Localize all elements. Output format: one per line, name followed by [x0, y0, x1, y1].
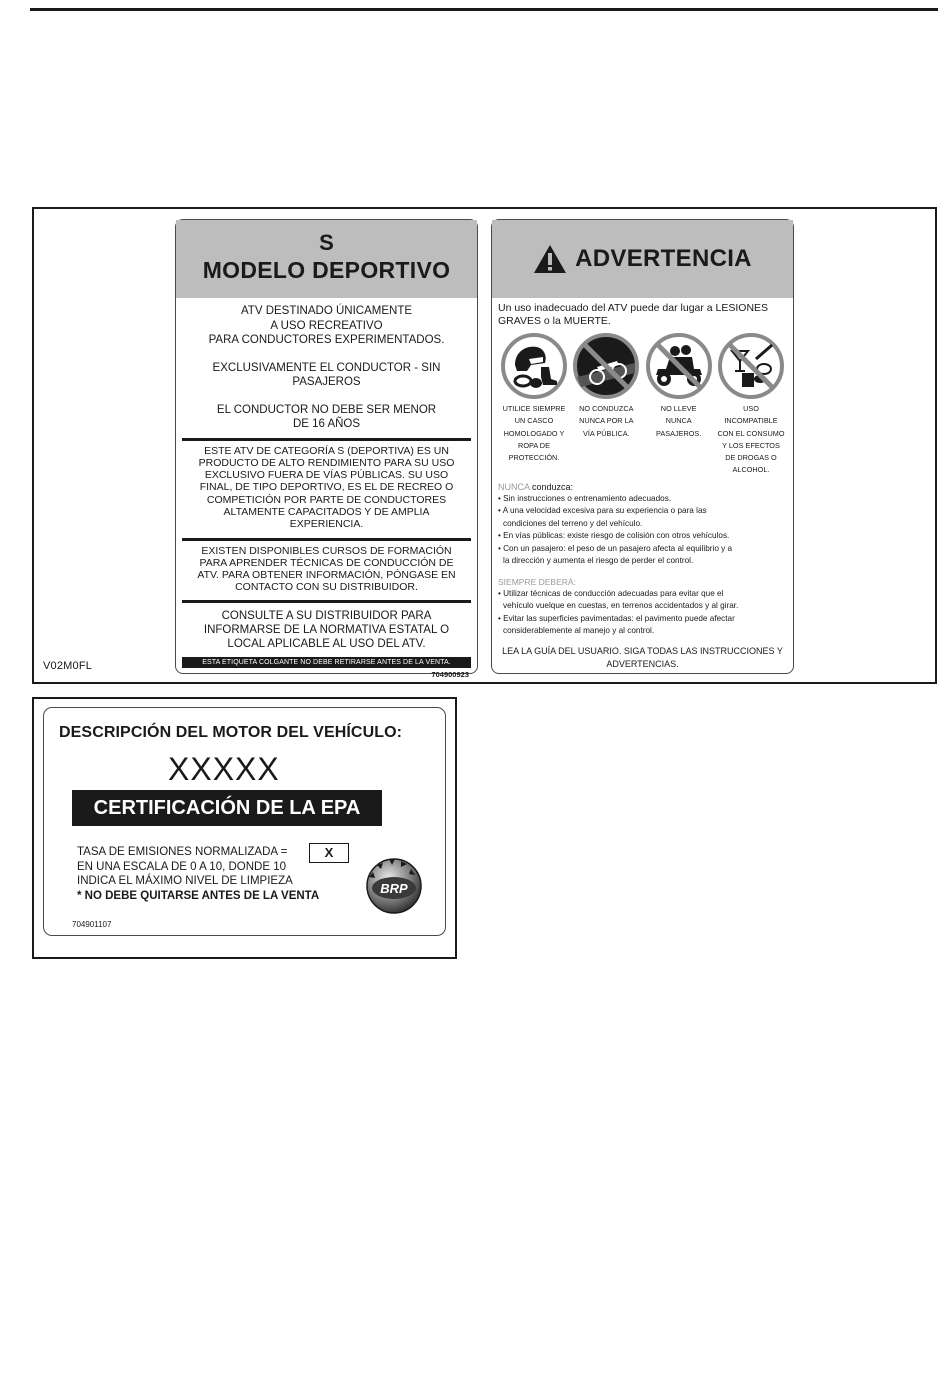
pictogram-caption: USO INCOMPATIBLE CON EL CONSUMO Y LOS EFECTOS DE DROGAS O ALCOHOL.	[717, 404, 785, 475]
always-list	[492, 588, 793, 638]
hang-tag-figure	[32, 207, 937, 684]
epa-certification-banner: CERTIFICACIÓN DE LA EPA	[72, 790, 382, 826]
never-list	[492, 493, 793, 567]
category-letter: S	[319, 230, 334, 255]
engine-description-title: DESCRIPCIÓN DEL MOTOR DEL VEHÍCULO:	[59, 724, 403, 741]
training-courses-text: EXISTEN DISPONIBLES CURSOS DE FORMACIÓN PARA APRENDER TÉCNICAS DE CONDUCCIÓN DE ATV. PARA OBTENER INFORMACIÓN, PÓNGASE EN CONTACTO CON SU DISTRIBUIDOR.	[197, 544, 456, 594]
warning-triangle-icon	[533, 244, 567, 274]
no-drugs-alcohol-icon	[718, 333, 784, 399]
list-item: • Utilizar técnicas de conducción adecuadas para evitar que el vehículo vuelque en cuestas, en terrenos accidentados y al girar.	[498, 588, 739, 611]
regulations-text: CONSULTE A SU DISTRIBUIDOR PARA INFORMARSE DE LA NORMATIVA ESTATAL O LOCAL APLICABLE AL USO DEL ATV.	[203, 609, 450, 650]
read-guide-footer: LEA LA GUÍA DEL USUARIO. SIGA TODAS LAS INSTRUCCIONES Y ADVERTENCIAS.	[502, 646, 783, 669]
epa-label	[43, 707, 446, 936]
part-number: 704900923	[431, 669, 469, 679]
warning-tag	[491, 219, 794, 674]
no-passengers-icon	[646, 333, 712, 399]
warning-title: ADVERTENCIA	[575, 245, 752, 272]
no-passengers-text: EXCLUSIVAMENTE EL CONDUCTOR - SIN PASAJEROS	[212, 361, 441, 388]
emission-rate-box: X	[309, 843, 349, 863]
emission-rate-text	[77, 845, 319, 903]
list-item: • Con un pasajero: el peso de un pasajero afecta al equilibrio y a la dirección y aumenta el riesgo de perder el control.	[498, 543, 733, 566]
pictogram-caption: UTILICE SIEMPRE UN CASCO HOMOLOGADO Y ROPA DE PROTECCIÓN.	[502, 404, 566, 463]
list-item: • Evitar las superficies pavimentadas: el pavimento puede afectar considerablemente al manejo y al control.	[498, 613, 735, 636]
rate-line: INDICA EL MÁXIMO NIVEL DE LIMPIEZA	[77, 875, 293, 887]
top-rule	[30, 8, 938, 11]
engine-placeholder: XXXXX	[168, 751, 280, 787]
brp-logo-text: BRP	[380, 881, 408, 896]
rate-line: TASA DE EMISIONES NORMALIZADA =	[77, 846, 288, 858]
pictogram-caption: NO CONDUZCA NUNCA POR LA VÍA PÚBLICA.	[579, 404, 634, 438]
no-public-road-icon	[573, 333, 639, 399]
min-age-text: EL CONDUCTOR NO DEBE SER MENOR DE 16 AÑOS	[216, 403, 437, 430]
pictogram-helmet	[500, 333, 568, 477]
never-heading	[492, 477, 793, 493]
recreational-use-text: ATV DESTINADO ÚNICAMENTE A USO RECREATIVO PARA CONDUCTORES EXPERIMENTADOS.	[208, 305, 445, 346]
category-description: ESTE ATV DE CATEGORÍA S (DEPORTIVA) ES UN PRODUCTO DE ALTO RENDIMIENTO PARA SU USO EXCLUSIVO FUERA DE VÍAS PÚBLICAS. SU USO FINAL, DE TIPO DEPORTIVO, ES EL DE RECREO O COMPETICIÓN POR PARTE DE CONDUCTORES ALTAMENTE CAPACITADOS Y DE AMPLIA EXPERIENCIA.	[198, 444, 455, 531]
list-item: • En vías públicas: existe riesgo de colisión con otros vehículos.	[498, 531, 730, 541]
brp-logo-icon	[363, 855, 425, 917]
never-word: NUNCA	[498, 481, 530, 492]
figure-code: V02M0FL	[43, 660, 93, 672]
pictogram-no-passengers	[645, 333, 713, 477]
always-heading: SIEMPRE DEBERÁ:	[498, 576, 576, 587]
pictogram-no-drugs	[717, 333, 785, 477]
pictogram-caption: NO LLEVE NUNCA PASAJEROS.	[656, 404, 702, 438]
list-item: • A una velocidad excesiva para su experiencia o para las condiciones del terreno y del vehículo.	[498, 506, 707, 528]
never-rest: conduzca:	[529, 481, 574, 492]
do-not-remove-bar: ESTA ETIQUETA COLGANTE NO DEBE RETIRARSE ANTES DE LA VENTA.	[182, 657, 471, 668]
sport-model-title: MODELO DEPORTIVO	[202, 257, 451, 283]
helmet-gear-icon	[501, 333, 567, 399]
epa-part-number: 704901107	[72, 920, 112, 929]
epa-label-figure	[32, 697, 457, 959]
sport-model-tag	[175, 219, 478, 679]
sport-model-header	[176, 220, 477, 298]
pictogram-no-road	[572, 333, 640, 477]
usage-section	[176, 298, 477, 438]
rate-line: EN UNA ESCALA DE 0 A 10, DONDE 10	[77, 860, 287, 873]
pictogram-row	[492, 327, 793, 477]
warning-header	[492, 220, 793, 298]
list-item: • Sin instrucciones o entrenamiento adecuados.	[498, 494, 672, 504]
warning-intro: Un uso inadecuado del ATV puede dar lugar a LESIONES GRAVES o la MUERTE.	[498, 302, 769, 327]
do-not-remove-warning: * NO DEBE QUITARSE ANTES DE LA VENTA	[77, 889, 320, 902]
